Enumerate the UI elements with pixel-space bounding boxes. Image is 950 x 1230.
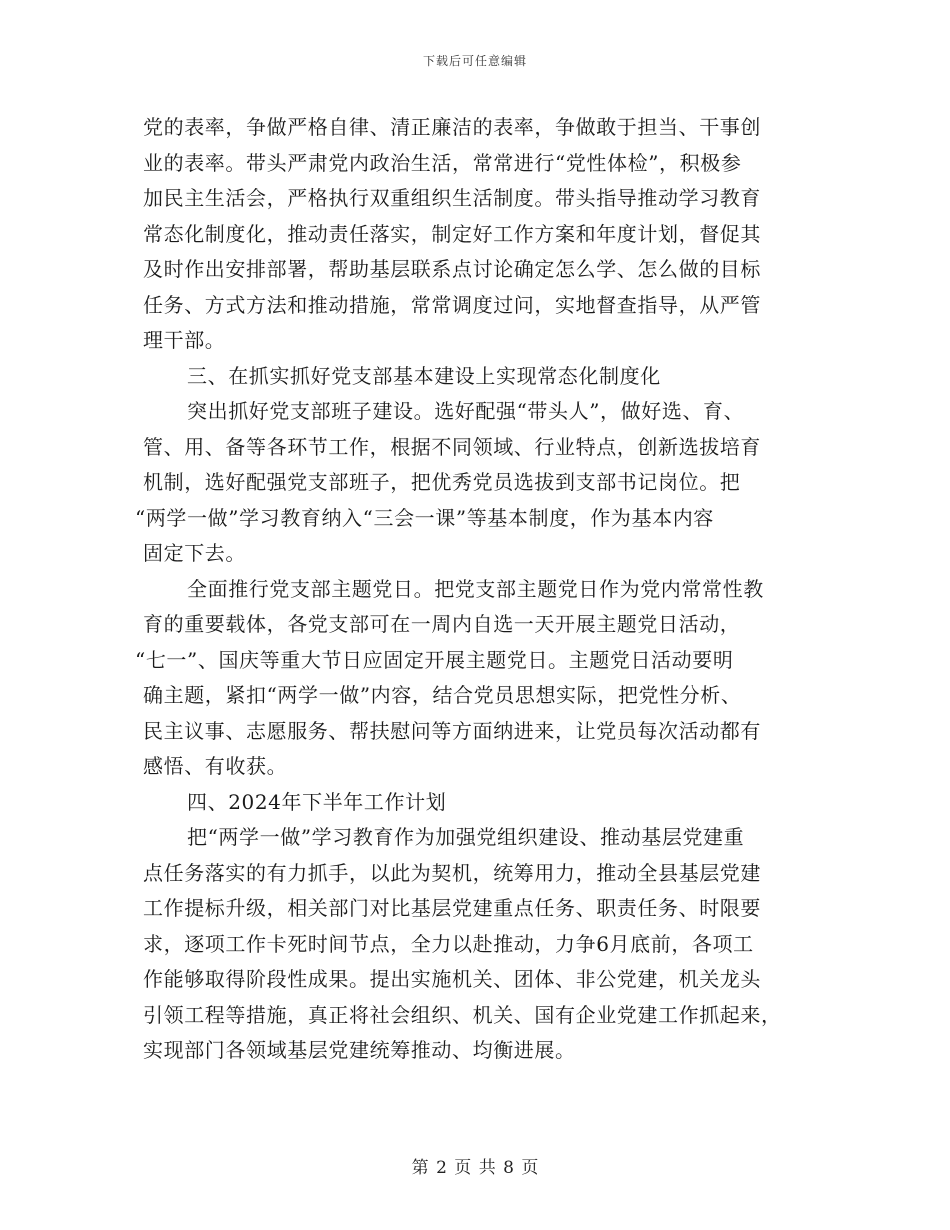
text-line: 机制，选好配强党支部班子，把优秀党员选拔到支部书记岗位。把 bbox=[143, 470, 741, 494]
text-line: 把“两学一做”学习教育作为加强党组织建设、推动基层党建重 bbox=[187, 825, 745, 849]
text-line: 管、用、备等各环节工作，根据不同领域、行业特点，创新选拔培育 bbox=[143, 434, 761, 459]
text-line: 感悟、有收获。 bbox=[143, 754, 288, 778]
text-line: 及时作出安排部署，帮助基层联系点讨论确定怎么学、怎么做的目标 bbox=[143, 257, 761, 281]
text-line: 常态化制度化，推动责任落实，制定好工作方案和年度计划，督促其 bbox=[143, 221, 761, 246]
page-footer: 第 2 页 共 8 页 bbox=[411, 1158, 539, 1178]
text-line: 点任务落实的有力抓手，以此为契机，统筹用力，推动全县基层党建 bbox=[143, 860, 761, 885]
text-line: 实现部门各领域基层党建统筹推动、均衡进展。 bbox=[143, 1038, 576, 1062]
text-line: “两学一做”学习教育纳入“三会一课”等基本制度，作为基本内容 bbox=[135, 505, 714, 530]
text-line: “七一”、国庆等重大节日应固定开展主题党日。主题党日活动要明 bbox=[135, 647, 734, 672]
text-line: 突出抓好党支部班子建设。选好配强“带头人”，做好选、育、 bbox=[187, 399, 745, 423]
page-header: 下载后可任意编辑 bbox=[422, 54, 527, 68]
text-line: 三、在抓实抓好党支部基本建设上实现常态化制度化 bbox=[187, 363, 661, 388]
text-line: 全面推行党支部主题党日。把党支部主题党日作为党内常常性教 bbox=[187, 576, 764, 601]
text-line: 固定下去。 bbox=[143, 541, 246, 565]
text-line: 业的表率。带头严肃党内政治生活，常常进行“党性体检”，积极参 bbox=[143, 150, 742, 175]
text-line: 加民主生活会，严格执行双重组织生活制度。带头指导推动学习教育 bbox=[143, 186, 761, 210]
text-line: 工作提标升级，相关部门对比基层党建重点任务、职责任务、时限要 bbox=[143, 896, 761, 920]
document-body bbox=[135, 110, 798, 1069]
text-line: 作能够取得阶段性成果。提出实施机关、团体、非公党建，机关龙头 bbox=[143, 967, 761, 991]
text-line: 求，逐项工作卡死时间节点，全力以赴推动，力争6月底前，各项工 bbox=[143, 931, 754, 956]
text-line: 确主题，紧扣“两学一做”内容，结合党员思想实际，把党性分析、 bbox=[143, 683, 742, 707]
text-line: 育的重要载体，各党支部可在一周内自选一天开展主题党日活动， bbox=[143, 612, 741, 636]
text-line: 四、2024年下半年工作计划 bbox=[187, 789, 447, 814]
text-line: 党的表率，争做严格自律、清正廉洁的表率，争做敢于担当、干事创 bbox=[143, 115, 761, 139]
text-line: 引领工程等措施，真正将社会组织、机关、国有企业党建工作抓起来， bbox=[143, 1002, 782, 1027]
text-line: 任务、方式方法和推动措施，常常调度过问，实地督查指导，从严管 bbox=[143, 292, 761, 317]
text-line: 民主议事、志愿服务、帮扶慰问等方面纳进来，让党员每次活动都有 bbox=[143, 718, 761, 743]
text-line: 理干部。 bbox=[143, 328, 226, 352]
